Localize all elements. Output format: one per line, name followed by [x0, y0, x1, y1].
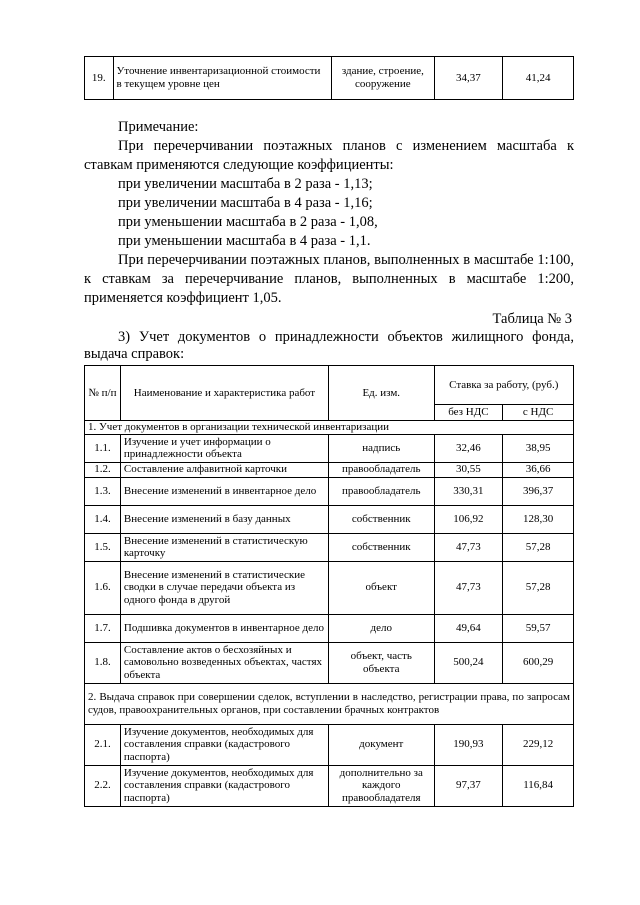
table-row — [85, 765, 574, 806]
cell-name: Составление алфавитной карточки — [120, 462, 328, 477]
header-with-vat: с НДС — [503, 405, 574, 421]
cell-num: 1.1. — [85, 434, 121, 462]
cell-without-vat: 500,24 — [434, 642, 503, 683]
cell-num: 1.2. — [85, 462, 121, 477]
cell-with-vat: 229,12 — [503, 724, 574, 765]
row-name: Уточнение инвентаризационной стоимости в текущем уровне цен — [113, 57, 332, 100]
table-row — [85, 561, 574, 614]
note-paragraph-1: При перечерчивании поэтажных планов с изменением масштаба к ставкам применяются следующие коэффициенты: — [84, 138, 574, 173]
header-without-vat: без НДС — [434, 405, 503, 421]
cell-name: Внесение изменений в статистическую карточку — [120, 533, 328, 561]
cell-with-vat: 57,28 — [503, 533, 574, 561]
cell-without-vat: 190,93 — [434, 724, 503, 765]
cell-name: Составление актов о бесхозяйных и самовольно возведенных объектах, частях объекта — [120, 642, 328, 683]
cell-num: 1.5. — [85, 533, 121, 561]
note-item: при увеличении масштаба в 4 раза - 1,16; — [118, 195, 373, 211]
table-label: Таблица № 3 — [492, 311, 572, 327]
table-row — [85, 614, 574, 642]
header-name: Наименование и характеристика работ — [120, 366, 328, 421]
cell-unit: надпись — [328, 434, 434, 462]
row-with-vat: 41,24 — [503, 57, 574, 100]
cell-unit: правообладатель — [328, 477, 434, 505]
cell-without-vat: 330,31 — [434, 477, 503, 505]
cell-name: Подшивка документов в инвентарное дело — [120, 614, 328, 642]
cell-without-vat: 49,64 — [434, 614, 503, 642]
cell-with-vat: 600,29 — [503, 642, 574, 683]
cell-with-vat: 128,30 — [503, 505, 574, 533]
cell-unit: правообладатель — [328, 462, 434, 477]
cell-without-vat: 97,37 — [434, 765, 503, 806]
table-row — [85, 477, 574, 505]
table-row — [85, 724, 574, 765]
cell-unit: дополнительно за каждого правообладателя — [328, 765, 434, 806]
cell-num: 2.1. — [85, 724, 121, 765]
cell-with-vat: 38,95 — [503, 434, 574, 462]
cell-num: 1.3. — [85, 477, 121, 505]
rates-table — [84, 365, 574, 807]
cell-num: 1.8. — [85, 642, 121, 683]
note-item: при уменьшении масштаба в 4 раза - 1,1. — [118, 233, 371, 249]
cell-name: Изучение и учет информации о принадлежности объекта — [120, 434, 328, 462]
section-title: 1. Учет документов в организации технической инвентаризации — [85, 421, 574, 435]
cell-name: Изучение документов, необходимых для составления справки (кадастрового паспорта) — [120, 765, 328, 806]
row-without-vat: 34,37 — [434, 57, 503, 100]
cell-without-vat: 32,46 — [434, 434, 503, 462]
table-row — [85, 462, 574, 477]
row-number: 19. — [85, 57, 114, 100]
cell-with-vat: 36,66 — [503, 462, 574, 477]
note-paragraph-2: При перечерчивании поэтажных планов, выполненных в масштабе 1:100, к ставкам за перечерчивание планов, выполненных в масштабе 1:200, применяется коэффициент 1,05. — [84, 252, 574, 306]
table-header-row — [85, 366, 574, 405]
cell-with-vat: 57,28 — [503, 561, 574, 614]
cell-without-vat: 47,73 — [434, 561, 503, 614]
cell-num: 1.6. — [85, 561, 121, 614]
header-unit: Ед. изм. — [328, 366, 434, 421]
note-item: при увеличении масштаба в 2 раза - 1,13; — [118, 176, 373, 192]
note-title: Примечание: — [118, 119, 199, 135]
table-row — [85, 505, 574, 533]
section-row — [85, 421, 574, 435]
header-num: № п/п — [85, 366, 121, 421]
cell-with-vat: 59,57 — [503, 614, 574, 642]
cell-unit: дело — [328, 614, 434, 642]
section-row — [85, 683, 574, 724]
cell-with-vat: 116,84 — [503, 765, 574, 806]
header-rate: Ставка за работу, (руб.) — [434, 366, 573, 405]
cell-unit: объект, часть объекта — [328, 642, 434, 683]
cell-unit: объект — [328, 561, 434, 614]
cell-num: 1.4. — [85, 505, 121, 533]
table-row — [85, 533, 574, 561]
table-row — [85, 642, 574, 683]
cell-name: Внесение изменений в статистические сводки в случае передачи объекта из одного фонда в другой — [120, 561, 328, 614]
cell-without-vat: 106,92 — [434, 505, 503, 533]
section-title: 2. Выдача справок при совершении сделок, вступлении в наследство, регистрации права, по запросам судов, правоохранительных органов, при составлении брачных контрактов — [85, 683, 574, 724]
table-title: 3) Учет документов о принадлежности объектов жилищного фонда, выдача справок: — [84, 329, 574, 362]
cell-without-vat: 47,73 — [434, 533, 503, 561]
note-item: при уменьшении масштаба в 2 раза - 1,08, — [118, 214, 378, 230]
cell-num: 1.7. — [85, 614, 121, 642]
cell-unit: собственник — [328, 533, 434, 561]
cell-num: 2.2. — [85, 765, 121, 806]
top-fragment-table — [84, 56, 574, 100]
table-row — [85, 434, 574, 462]
cell-with-vat: 396,37 — [503, 477, 574, 505]
cell-name: Изучение документов, необходимых для составления справки (кадастрового паспорта) — [120, 724, 328, 765]
row-unit: здание, строение, сооружение — [332, 57, 434, 100]
cell-without-vat: 30,55 — [434, 462, 503, 477]
cell-unit: собственник — [328, 505, 434, 533]
cell-unit: документ — [328, 724, 434, 765]
cell-name: Внесение изменений в инвентарное дело — [120, 477, 328, 505]
table-row — [85, 57, 574, 100]
cell-name: Внесение изменений в базу данных — [120, 505, 328, 533]
